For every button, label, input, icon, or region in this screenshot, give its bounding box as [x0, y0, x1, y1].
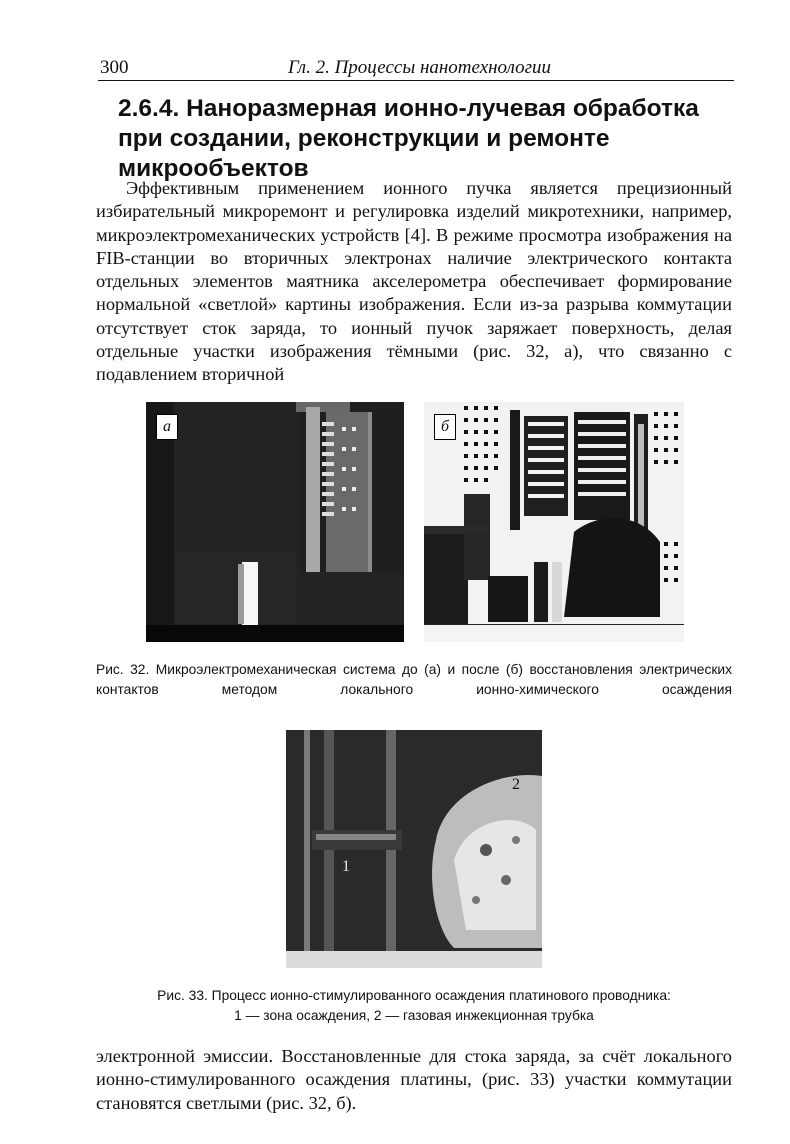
- sem-scale-bar: [424, 624, 684, 642]
- running-head: [98, 56, 734, 81]
- mems-after-micrograph: [424, 402, 684, 642]
- panel-label-b: б: [434, 414, 456, 440]
- section-title: 2.6.4. Наноразмерная ионно-лучевая обработка при создании, реконструкции и ремонте микрообъектов: [118, 95, 699, 182]
- body-paragraph: электронной эмиссии. Восстановленные для стока заряда, за счёт локального ионно-стимулированного осаждения платины, (рис. 33) участки коммутации становятся светлыми (рис. 32, б).: [96, 1046, 732, 1113]
- figure-33-caption: [96, 986, 732, 1026]
- figure-33-image: [286, 730, 542, 968]
- figure-32-panel-a: [146, 402, 404, 642]
- figure-33-caption-line-1: Рис. 33. Процесс ионно-стимулированного осаждения платинового проводника:: [157, 988, 671, 1003]
- mems-before-micrograph: [146, 402, 404, 642]
- chapter-title: Гл. 2. Процессы нанотехнологии: [288, 57, 552, 78]
- body-paragraph: Эффективным применением ионного пучка является прецизионный избирательный микроремонт и регулировка изделий микротехники, например, микроэлектромеханических устройств [4]. В режиме просмотра изображения на FIB-станции во вторичных электронах наличие электрического контакта отдельных элементов маятника акселерометра обеспечивает формирование нормальной «светлой» картины изображения. Если из-за разрыва коммутации отсутствует сток заряда, то ионный пучок заряжает поверхность, делая отдельные участки изображения тёмными (рис. 32, а), что связанно с подавлением вторичной: [96, 178, 732, 385]
- zone-label-2: 2: [512, 776, 520, 793]
- deposition-micrograph: [286, 730, 542, 968]
- figure-32-panel-b: [424, 402, 684, 642]
- sem-scale-bar: [146, 625, 404, 642]
- sem-scale-bar: [286, 951, 542, 968]
- panel-label-a: а: [156, 414, 178, 440]
- zone-label-1: 1: [342, 858, 350, 875]
- page-number: 300: [100, 57, 129, 78]
- figure-32-caption: Рис. 32. Микроэлектромеханическая система до (а) и после (б) восстановления электрических контактов методом локального ионно-химического осаждения: [96, 662, 732, 697]
- figure-33-caption-line-2: 1 — зона осаждения, 2 — газовая инжекционная трубка: [234, 1008, 594, 1023]
